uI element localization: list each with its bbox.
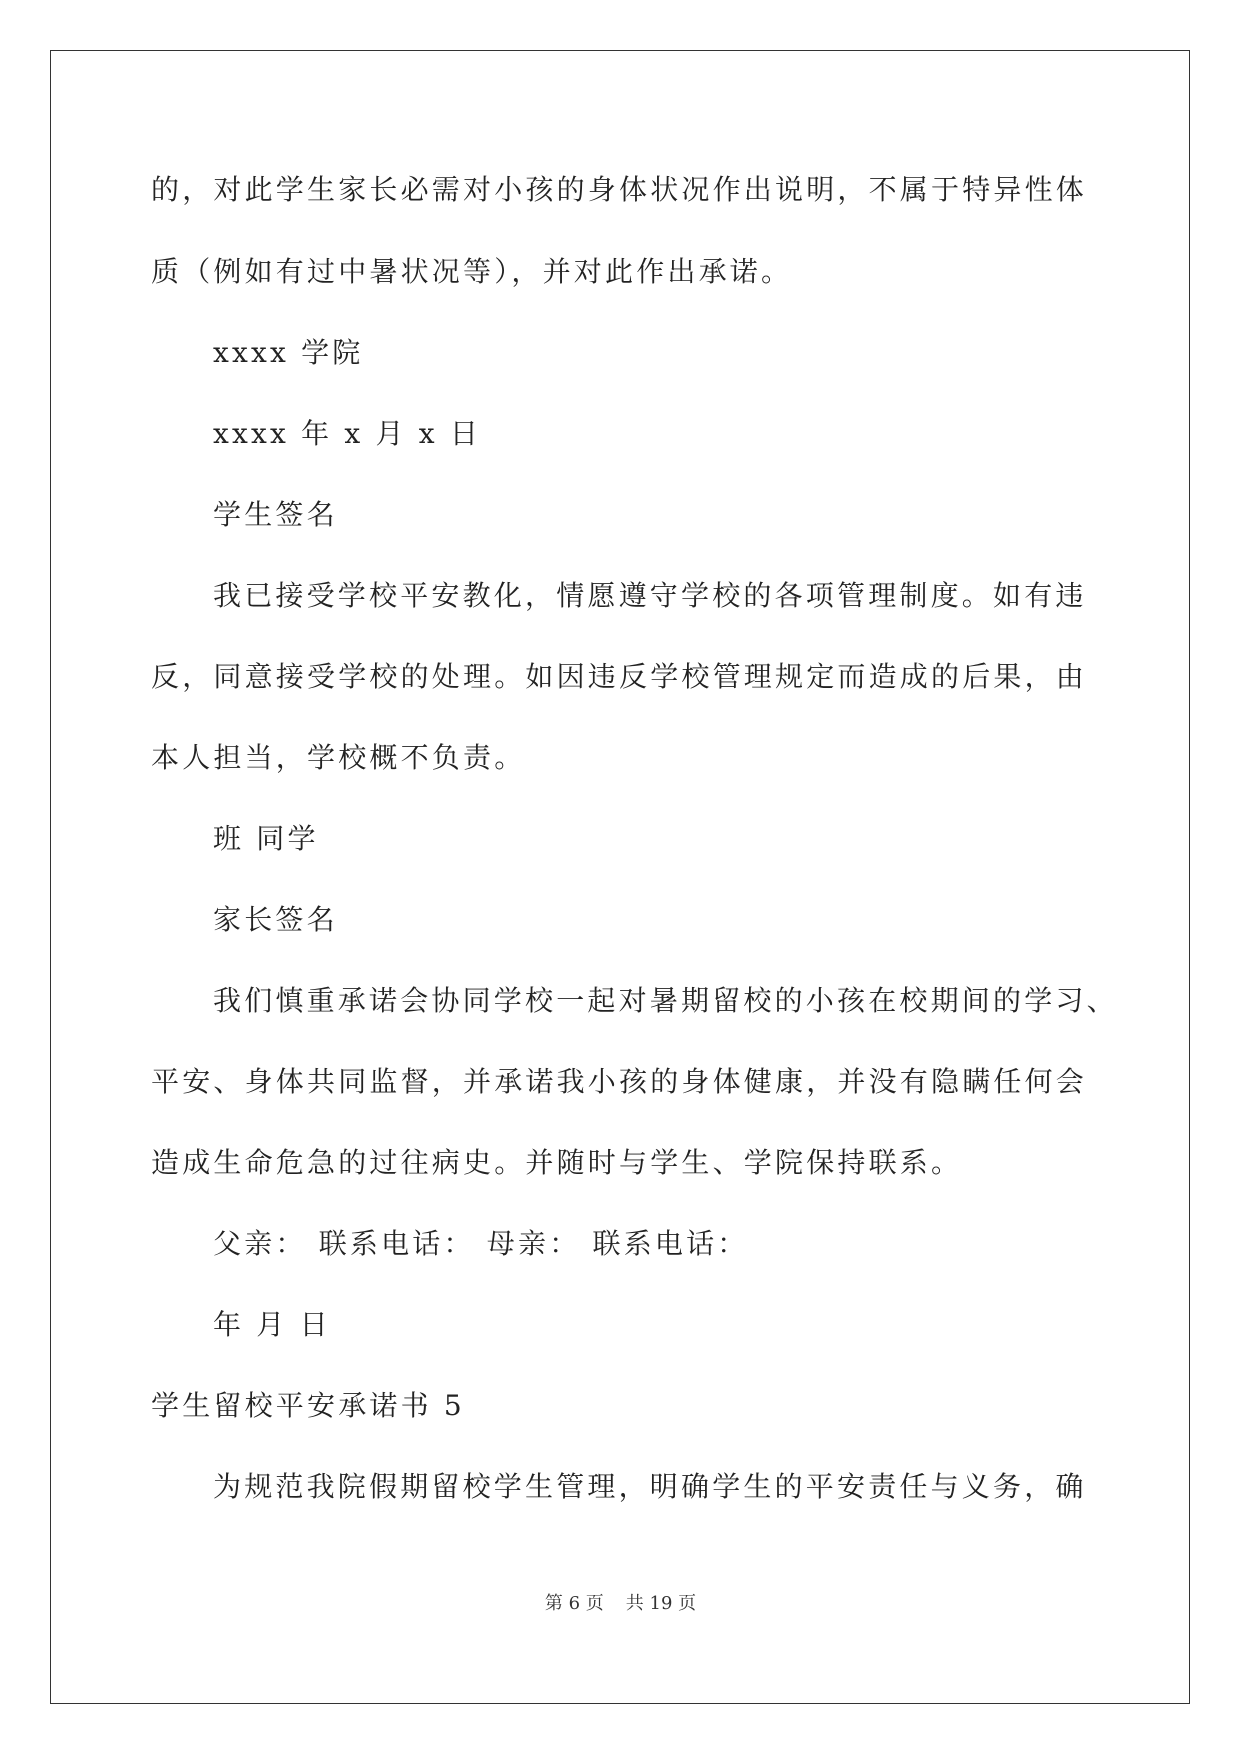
date-line: 年 月 日: [213, 1308, 331, 1341]
page-total: 共 19 页: [625, 1593, 697, 1614]
paragraph-line: 质（例如有过中暑状况等），并对此作出承诺。: [151, 255, 793, 288]
date-line: xxxx 年 x 月 x 日: [213, 417, 482, 450]
page-footer: [0, 1592, 1241, 1616]
paragraph-line: 的，对此学生家长必需对小孩的身体状况作出说明，不属于特异性体: [151, 173, 1088, 206]
parent-signature-label: 家长签名: [213, 903, 338, 936]
institution-name: xxxx 学院: [213, 336, 364, 369]
paragraph-line: 为规范我院假期留校学生管理，明确学生的平安责任与义务，确: [213, 1470, 1087, 1503]
section-heading: 学生留校平安承诺书 5: [151, 1389, 465, 1422]
paragraph-line: 造成生命危急的过往病史。并随时与学生、学院保持联系。: [151, 1146, 963, 1179]
class-student-line: 班 同学: [213, 822, 319, 855]
paragraph-line: 我已接受学校平安教化，情愿遵守学校的各项管理制度。如有违: [213, 579, 1087, 612]
page-border: [50, 50, 1190, 1704]
paragraph-line: 反，同意接受学校的处理。如因违反学校管理规定而造成的后果，由: [151, 660, 1088, 693]
paragraph-line: 本人担当，学校概不负责。: [151, 741, 526, 774]
contact-line: 父亲： 联系电话： 母亲： 联系电话：: [213, 1227, 749, 1260]
paragraph-line: 平安、身体共同监督，并承诺我小孩的身体健康，并没有隐瞒任何会: [151, 1065, 1088, 1098]
paragraph-line: 我们慎重承诺会协同学校一起对暑期留校的小孩在校期间的学习、: [213, 984, 1118, 1017]
student-signature-label: 学生签名: [213, 498, 338, 531]
page-number: 第 6 页: [544, 1593, 604, 1614]
